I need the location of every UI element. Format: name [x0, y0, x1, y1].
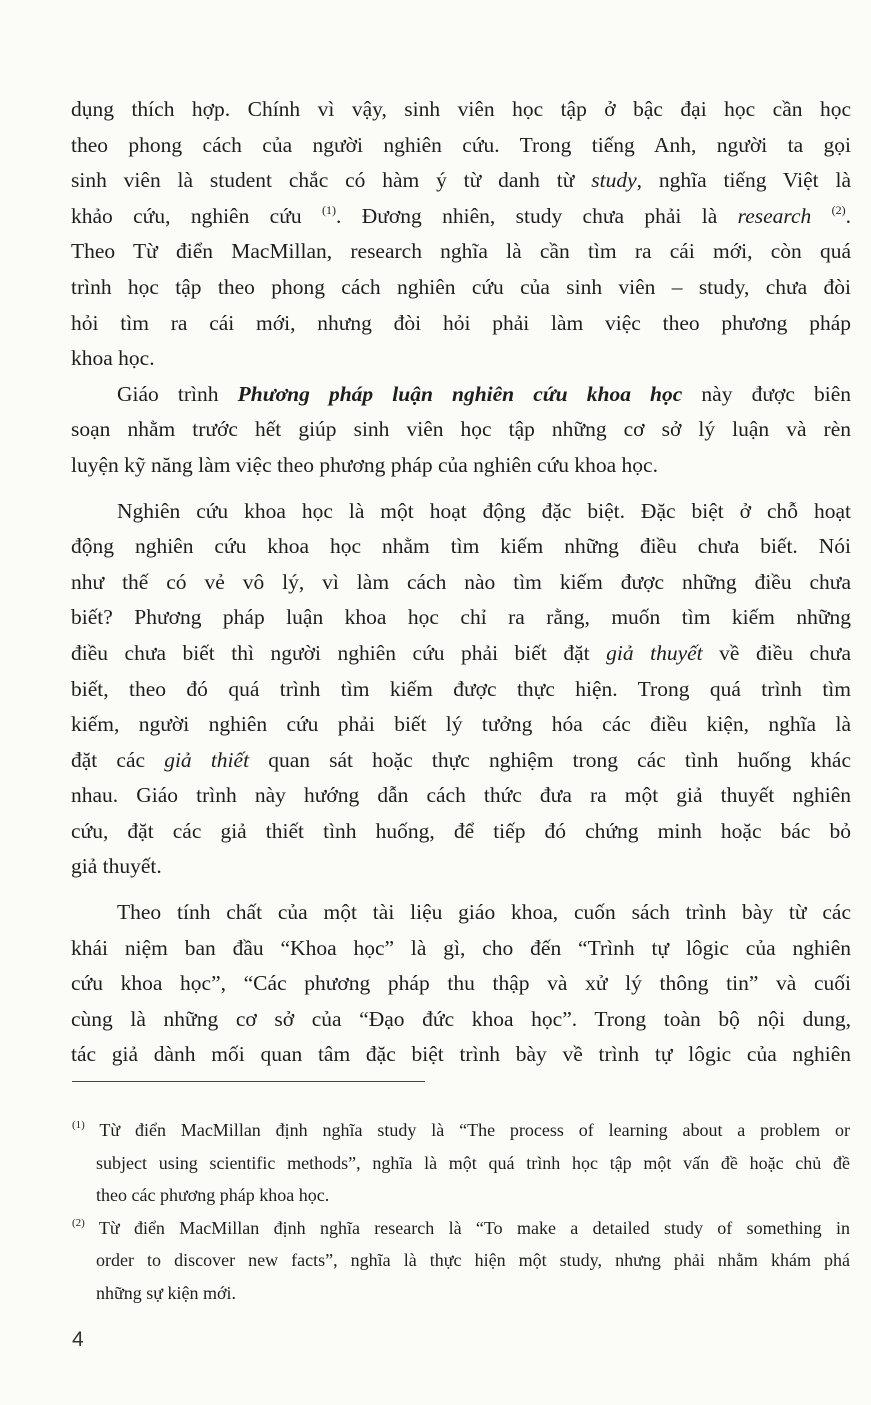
text-run: khái niệm ban đầu “Khoa học” là gì, cho đến “Trình tự lôgic của nghiên	[71, 935, 851, 960]
emphasized-text: study	[591, 168, 637, 193]
text-run: nhau. Giáo trình này hướng dẫn cách thức đưa ra một giả thuyết nghiên	[71, 783, 851, 808]
text-run: về điều chưa	[702, 640, 851, 665]
emphasized-text: giả thuyết	[606, 640, 703, 665]
text-run: biết? Phương pháp luận khoa học chỉ ra rằng, muốn tìm kiếm những	[71, 605, 851, 630]
text-line	[71, 931, 851, 967]
text-line	[72, 1147, 850, 1180]
text-run: soạn nhằm trước hết giúp sinh viên học tập những cơ sở lý luận và rèn	[71, 417, 851, 442]
text-run: trình học tập theo phong cách nghiên cứu của sinh viên – study, chưa đòi	[71, 274, 851, 299]
paragraph	[71, 377, 851, 484]
text-run: dụng thích hợp. Chính vì vậy, sinh viên học tập ở bậc đại học cần học	[71, 97, 851, 121]
text-run: Giáo trình	[117, 381, 238, 406]
text-line	[71, 1037, 851, 1073]
text-run: như thế có vẻ vô lý, vì làm cách nào tìm kiếm được những điều chưa	[71, 569, 851, 594]
emphasized-text: research	[737, 203, 812, 228]
text-line	[71, 895, 851, 931]
text-line	[71, 743, 851, 779]
text-run: Từ điển MacMillan định nghĩa research là “To make a detailed study of something in	[84, 1217, 850, 1238]
footnote-ref: (1)	[321, 202, 336, 217]
text-line	[72, 1179, 850, 1212]
emphasized-text: giả thiết	[164, 747, 250, 772]
text-line	[71, 234, 851, 270]
text-run: cứu, đặt các giả thiết tình huống, để tiếp đó chứng minh hoặc bác bỏ	[71, 818, 851, 843]
text-run	[811, 204, 831, 228]
text-line	[72, 1277, 850, 1310]
text-line	[71, 636, 851, 672]
text-line	[71, 529, 851, 565]
footnote	[72, 1114, 850, 1212]
text-line	[71, 163, 851, 199]
text-run: khoa học.	[71, 346, 155, 371]
paragraph	[71, 895, 851, 1073]
footnote-divider	[72, 1081, 425, 1082]
footnotes	[72, 1114, 850, 1309]
text-run: order to discover new facts”, nghĩa là thực hiện một study, nhưng phải nhằm khám phá	[96, 1250, 850, 1270]
text-run: Theo tính chất của một tài liệu giáo khoa, cuốn sách trình bày từ các	[117, 900, 851, 925]
text-line	[71, 377, 851, 413]
text-line	[71, 412, 851, 448]
footnote-ref: (1)	[72, 1119, 85, 1131]
text-run: hỏi tìm ra cái mới, nhưng đòi hỏi phải làm việc theo phương pháp	[71, 310, 851, 335]
text-line	[71, 199, 851, 235]
text-run: luyện kỹ năng làm việc theo phương pháp của nghiên cứu khoa học.	[71, 452, 658, 477]
text-run: khảo cứu, nghiên cứu	[71, 203, 322, 228]
text-line	[71, 849, 851, 885]
paragraph	[71, 92, 851, 377]
text-run: đặt các	[71, 747, 165, 772]
text-line	[72, 1212, 850, 1245]
page-number: 4	[72, 1328, 84, 1351]
text-line	[71, 707, 851, 743]
text-run: kiếm, người nghiên cứu phải biết lý tưởng hóa các điều kiện, nghĩa là	[71, 712, 851, 737]
text-run: biết, theo đó quá trình tìm kiếm được thực hiện. Trong quá trình tìm	[71, 676, 851, 701]
footnote	[72, 1212, 850, 1310]
text-run: quan sát hoặc thực nghiệm trong các tình huống khác	[249, 747, 852, 772]
text-line	[71, 306, 851, 342]
text-line	[71, 494, 851, 530]
emphasized-text: Phương pháp luận nghiên cứu khoa học	[237, 381, 683, 406]
text-run: .	[845, 203, 851, 228]
text-line	[71, 92, 851, 128]
text-line	[71, 341, 851, 377]
text-line	[71, 270, 851, 306]
footnote-ref: (2)	[72, 1216, 85, 1229]
text-run: này được biên	[682, 381, 852, 406]
text-line	[72, 1114, 850, 1147]
text-run: sinh viên là student chắc có hàm ý từ danh từ	[71, 168, 592, 193]
footnote-ref: (2)	[831, 202, 846, 217]
text-run: động nghiên cứu khoa học nhằm tìm kiếm những điều chưa biết. Nói	[71, 534, 851, 559]
body-text	[71, 92, 851, 1073]
paragraph	[71, 494, 851, 886]
text-run: theo các phương pháp khoa học.	[96, 1185, 330, 1205]
text-line	[71, 600, 851, 636]
text-run: Theo Từ điển MacMillan, research nghĩa là cần tìm ra cái mới, còn quá	[71, 239, 851, 264]
text-line	[71, 565, 851, 601]
text-line	[71, 1002, 851, 1038]
text-run: giả thuyết.	[71, 854, 162, 879]
text-run: cùng là những cơ sở của “Đạo đức khoa học”. Trong toàn bộ nội dung,	[71, 1006, 851, 1031]
text-run: subject using scientific methods”, nghĩa là một quá trình học tập một vấn đề hoặc chủ đề	[96, 1152, 850, 1173]
text-run: tác giả dành mối quan tâm đặc biệt trình bày về trình tự lôgic của nghiên	[71, 1042, 851, 1067]
text-run: Từ điển MacMillan định nghĩa study là “The process of learning about a problem or	[84, 1120, 850, 1140]
text-run: theo phong cách của người nghiên cứu. Trong tiếng Anh, người ta gọi	[71, 132, 851, 157]
text-line	[71, 966, 851, 1002]
text-line	[71, 128, 851, 164]
text-run: cứu khoa học”, “Các phương pháp thu thập và xử lý thông tin” và cuối	[71, 971, 851, 996]
text-line	[71, 778, 851, 814]
text-line	[72, 1244, 850, 1277]
text-run: , nghĩa tiếng Việt là	[636, 168, 851, 193]
text-run: . Đương nhiên, study chưa phải là	[335, 203, 738, 228]
text-run: những sự kiện mới.	[96, 1282, 237, 1303]
text-line	[71, 448, 851, 484]
text-line	[71, 672, 851, 708]
text-line	[71, 814, 851, 850]
text-run: Nghiên cứu khoa học là một hoạt động đặc biệt. Đặc biệt ở chỗ hoạt	[117, 498, 851, 523]
text-run: điều chưa biết thì người nghiên cứu phải biết đặt	[71, 640, 607, 665]
